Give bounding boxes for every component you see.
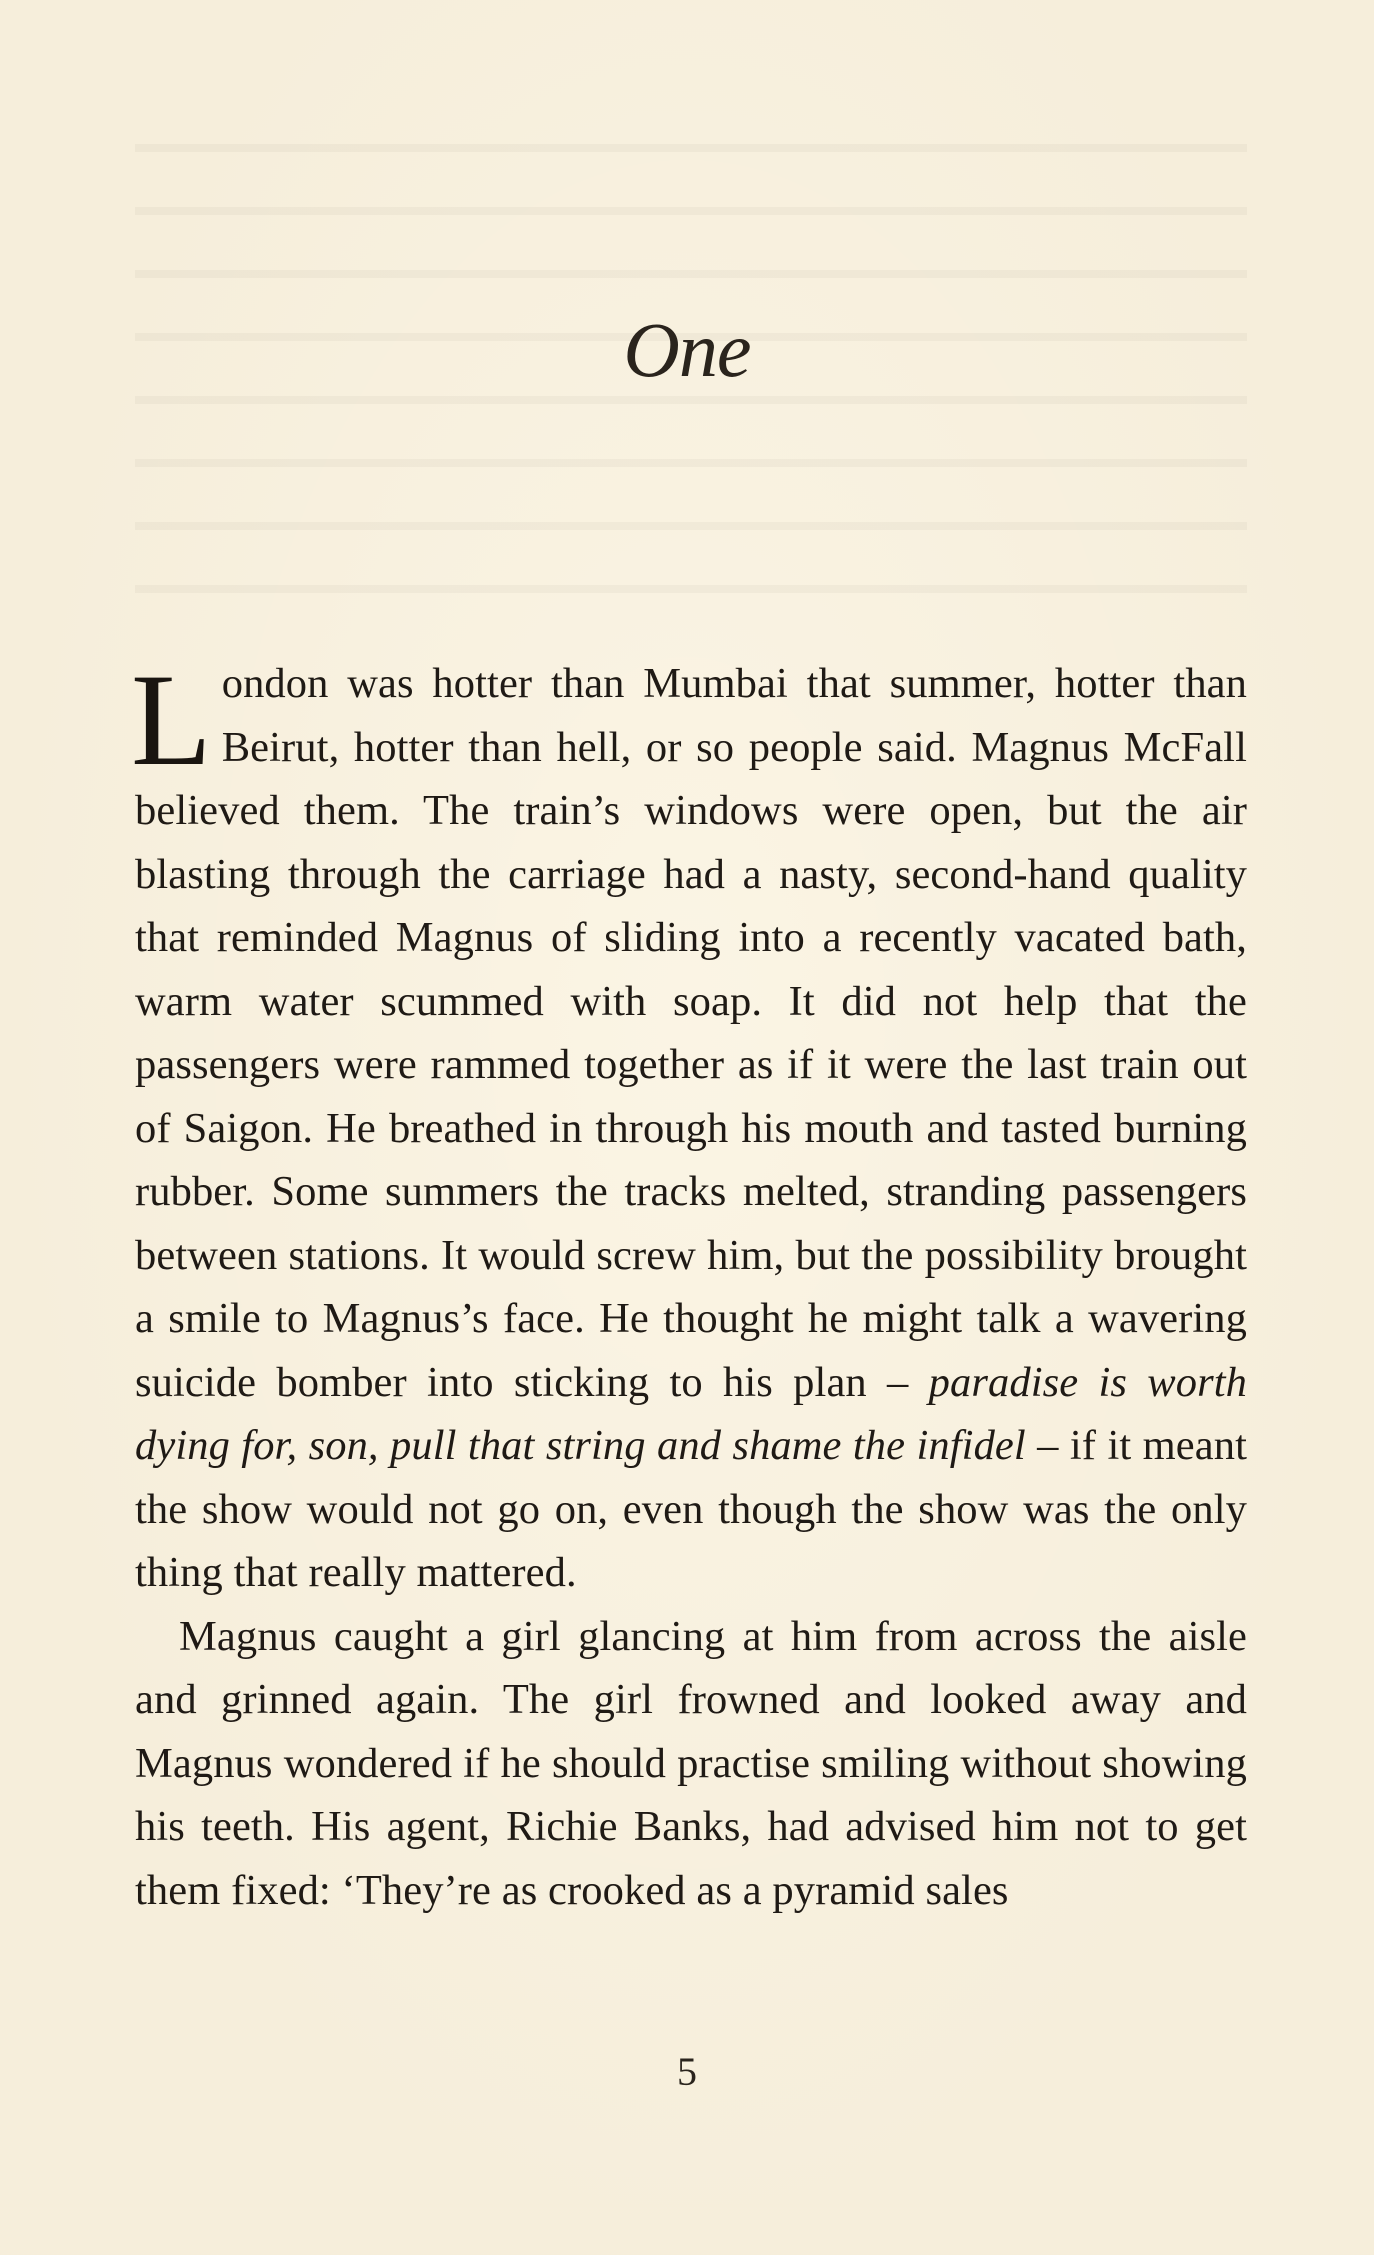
page-number: 5 (677, 2049, 697, 2094)
drop-cap: L (131, 646, 212, 793)
body-text (131, 646, 1247, 1922)
text-segment: ondon was hotter than Mumbai that summer, hotter than Beirut, hotter than hell, or so people said. Magnus McFall believed them. The train’s windows were open, but the air blasting through the carriage had a nasty, second-hand quality that reminded Magnus of sliding into a recently vacated bath, warm water scummed with soap. It did not help that the passengers were rammed together as if it were the last train out of Saigon. He breathed in through his mouth and tasted burning rubber. Some summers the tracks melted, stranding passengers between stations. It would screw him, but the possibility brought a smile to Magnus’s face. He thought he might talk a wavering suicide bomber into sticking to his plan – (135, 660, 1247, 1406)
italic-text-segment: paradise is worth dying for, son, pull that string and shame the infidel (135, 1358, 1247, 1469)
paragraph-2 (135, 1605, 1247, 1923)
paragraph-1 (131, 646, 1247, 1605)
text-segment: – if it meant the show would not go on, even though the show was the only thing that really mattered. (135, 1422, 1247, 1596)
text-segment: Magnus caught a girl glancing at him from across the aisle and grinned again. The girl frowned and looked away and Magnus wondered if he should practise smiling without showing his teeth. His agent, Richie Banks, had advised him not to get them fixed: ‘They’re as crooked as a pyramid sales (135, 1612, 1247, 1914)
chapter-title: One (623, 306, 751, 393)
